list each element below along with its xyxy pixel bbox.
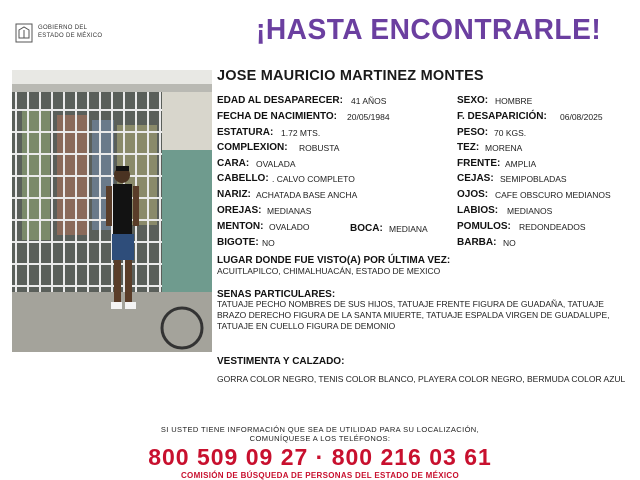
identifying-marks-label: SENAS PARTICULARES: [217, 289, 336, 300]
ears-label: OREJAS: [217, 205, 262, 216]
birthdate-value: 20/05/1984 [347, 112, 390, 122]
person-name: JOSE MAURICIO MARTINEZ MONTES [217, 68, 484, 84]
phone-numbers: 800 509 09 27 · 800 216 03 61 [148, 444, 492, 470]
last-seen-value: ACUITLAPILCO, CHIMALHUACÁN, ESTADO DE MEXICO [217, 266, 441, 276]
sex-value: HOMBRE [495, 96, 533, 106]
eyes-label: OJOS: [457, 189, 489, 200]
nose-value: ACHATADA BASE ANCHA [256, 190, 358, 200]
logo-text-line1: GOBIERNO DEL [38, 25, 88, 31]
mustache-value: NO [262, 238, 275, 248]
age-label: EDAD AL DESAPARECER: [217, 95, 343, 106]
eyes-value: CAFE OBSCURO MEDIANOS [495, 190, 611, 200]
disappearance-date-value: 06/08/2025 [560, 112, 603, 122]
cheekbones-label: POMULOS: [457, 221, 511, 232]
height-label: ESTATURA: [217, 127, 274, 138]
identifying-marks-value: TATUAJE PECHO NOMBRES DE SUS HIJOS, TATUAJE FRENTE FIGURA DE GUADAÑA, TATUAJE BRAZO DERECHO FIGURA DE LA SANTA MIUERTE, TATUAJE ESPALDA VIRGEN DE GUADALUPE, TATUAJE EN CUELLO FIGURA DE DEMONIO [217, 299, 610, 331]
last-seen-label: LUGAR DONDE FUE VISTO(A) POR ÚLTIMA VEZ: [217, 255, 451, 266]
hair-label: CABELLO: [217, 173, 269, 184]
forehead-value: AMPLIA [505, 159, 537, 169]
contact-instructions-line2: COMUNÍQUESE A LOS TELÉFONOS: [249, 434, 391, 443]
disappearance-date-label: F. DESAPARICIÓN: [457, 111, 547, 122]
beard-value: NO [503, 238, 516, 248]
chin-value: OVALADO [269, 222, 310, 232]
birthdate-label: FECHA DE NACIMIENTO: [217, 111, 337, 122]
eyebrows-value: SEMIPOBLADAS [500, 174, 567, 184]
mouth-label: BOCA: [350, 223, 383, 234]
chin-label: MENTON: [217, 221, 264, 232]
complexion-tone-value: MORENA [485, 143, 523, 153]
nose-label: NARIZ: [217, 189, 251, 200]
forehead-label: FRENTE: [457, 158, 501, 169]
build-label: COMPLEXION: [217, 142, 288, 153]
sex-label: SEXO: [457, 95, 489, 106]
lips-label: LABIOS: [457, 205, 499, 216]
commission-name: COMISIÓN DE BÚSQUEDA DE PERSONAS DEL ESTADO DE MÉXICO [180, 471, 459, 480]
clothing-label: VESTIMENTA Y CALZADO: [217, 356, 345, 367]
weight-label: PESO: [457, 127, 489, 138]
face-value: OVALADA [256, 159, 296, 169]
mustache-label: BIGOTE: [217, 237, 259, 248]
weight-value: 70 KGS. [494, 128, 527, 138]
lips-value: MEDIANOS [507, 206, 553, 216]
ears-value: MEDIANAS [267, 206, 312, 216]
missing-person-photo [12, 70, 212, 352]
coat-of-arms-icon [14, 22, 34, 44]
headline: ¡HASTA ENCONTRARLE! [256, 14, 602, 46]
complexion-tone-label: TEZ: [457, 142, 480, 153]
state-government-logo [14, 22, 124, 44]
face-label: CARA: [217, 158, 250, 169]
height-value: 1.72 MTS. [281, 128, 321, 138]
hair-value: . CALVO COMPLETO [272, 174, 355, 184]
build-value: ROBUSTA [299, 143, 340, 153]
mouth-value: MEDIANA [389, 224, 428, 234]
contact-instructions-line1: SI USTED TIENE INFORMACIÓN QUE SEA DE UTILIDAD PARA SU LOCALIZACIÓN, [160, 425, 480, 434]
clothing-value: GORRA COLOR NEGRO, TENIS COLOR BLANCO, PLAYERA COLOR NEGRO, BERMUDA COLOR AZUL [217, 374, 626, 384]
logo-text-line2: ESTADO DE MÉXICO [38, 33, 103, 39]
age-value: 41 AÑOS [351, 96, 387, 106]
beard-label: BARBA: [457, 237, 497, 248]
eyebrows-label: CEJAS: [457, 173, 494, 184]
cheekbones-value: REDONDEADOS [519, 222, 586, 232]
contact-instructions [0, 425, 640, 443]
